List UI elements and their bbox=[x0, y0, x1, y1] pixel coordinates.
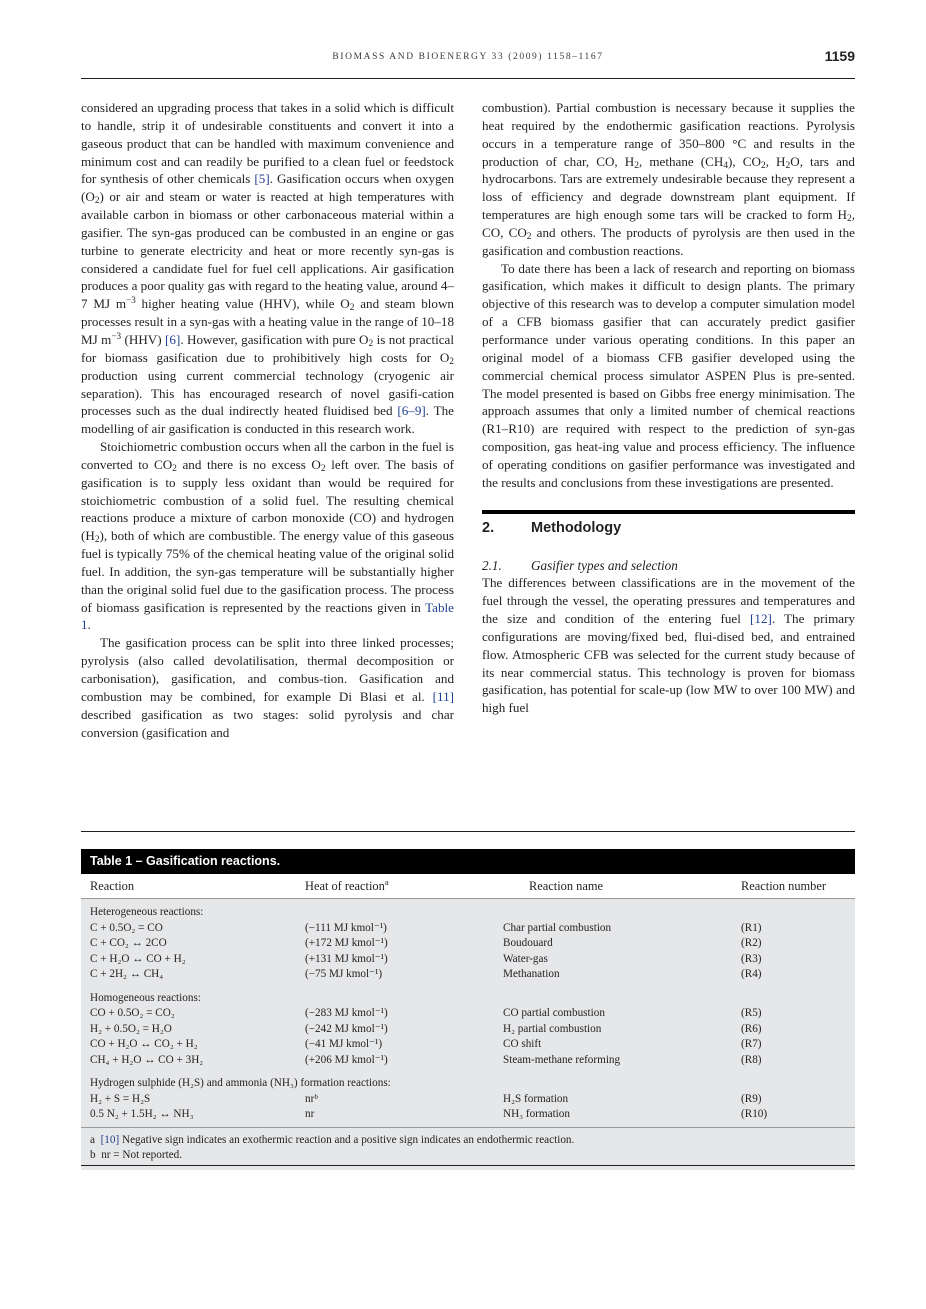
cell-name: CO shift bbox=[503, 1038, 542, 1050]
table-row bbox=[81, 967, 855, 983]
cell-name: H₂S formation bbox=[503, 1092, 569, 1105]
cell-name: CO partial combustion bbox=[503, 1007, 605, 1019]
journal-running-title: BIOMASS AND BIOENERGY 33 (2009) 1158–1167 bbox=[332, 52, 604, 62]
cell-heat: (+172 MJ kmol⁻¹) bbox=[305, 937, 388, 949]
cell-name: Water-gas bbox=[503, 952, 548, 965]
table-row bbox=[81, 1107, 855, 1123]
table-row bbox=[81, 1037, 855, 1053]
section-number: 2. bbox=[482, 519, 495, 536]
citation-link[interactable]: [10] bbox=[100, 1133, 120, 1146]
cell-number: (R2) bbox=[741, 937, 762, 949]
section-rule bbox=[482, 510, 855, 514]
table-row bbox=[81, 921, 855, 937]
cell-reaction: C + H₂O ↔ CO + H₂ bbox=[90, 952, 186, 965]
citation-link[interactable]: [6–9] bbox=[397, 403, 426, 419]
cell-number: (R4) bbox=[741, 968, 762, 980]
section-title: Methodology bbox=[531, 519, 622, 536]
cell-heat: (−242 MJ kmol⁻¹) bbox=[305, 1022, 388, 1035]
cell-heat: (−111 MJ kmol⁻¹) bbox=[305, 921, 387, 934]
cell-number: (R5) bbox=[741, 1007, 762, 1019]
cell-name: Char partial combustion bbox=[503, 921, 612, 934]
table-header-row bbox=[81, 874, 855, 899]
citation-link[interactable]: [6] bbox=[165, 331, 181, 347]
cell-heat: nrᵇ bbox=[305, 1092, 318, 1105]
cell-reaction: C + 2H₂ ↔ CH₄ bbox=[90, 968, 164, 980]
cell-number: (R10) bbox=[741, 1108, 768, 1120]
table-bottom-rule bbox=[81, 1165, 855, 1166]
cell-name: Boudouard bbox=[503, 937, 553, 949]
header-reaction-name: Reaction name bbox=[529, 878, 603, 893]
header-rule bbox=[81, 78, 855, 79]
left-paragraph-3: The gasification process can be split into three linked processes; pyrolysis (also called devolatilisation, thermal decomposition or carbonisation), gasification, and combus-tion. Gasification and combustion may be combined, for example Di Blasi et al. [11] described gasification as two stages: solid pyrolysis and char conversion (gasification and bbox=[81, 635, 454, 740]
cell-reaction: 0.5 N₂ + 1.5H₂ ↔ NH₃ bbox=[90, 1108, 194, 1120]
right-paragraph-3: The differences between classifications are in the movement of the fuel through the vessel, the operating pressures and temperatures and the size and condition of the entering fuel [12]. The primary configurations are moving/fixed bed, flui-dised bed, and entrained flow. Atmospheric CFB was selected for the current study because of its near commercial status. This technology is proven for biomass gasification, has potential for scale-up (low MW to over 100 MW) and high fuel bbox=[482, 575, 855, 716]
cell-name: H₂ partial combustion bbox=[503, 1022, 602, 1035]
cell-reaction: CO + 0.5O₂ = CO₂ bbox=[90, 1007, 175, 1019]
cell-number: (R3) bbox=[741, 952, 762, 965]
header-reaction-number: Reaction number bbox=[741, 878, 826, 893]
header-heat: Heat of reaction$^a$ bbox=[305, 876, 389, 893]
right-column bbox=[482, 99, 855, 717]
group-label: Heterogeneous reactions: bbox=[90, 906, 204, 918]
table-link[interactable]: Table 1 bbox=[81, 599, 454, 633]
footnote-a: a [10] Negative sign indicates an exothermic reaction and a positive sign indicates an endothermic reaction. bbox=[90, 1133, 575, 1146]
left-paragraph-2: Stoichiometric combustion occurs when all the carbon in the fuel is converted to $CO_2$ and there is no excess $O_2$ left over. The basis of gasification is to supply less oxidant than would be required for stoichiometric combustion of a solid fuel. The resulting chemical reactions produce a mixture of carbon monoxide (CO) and hydrogen $(H_2)$, both of which are combustible. The energy value of this gaseous fuel is typically 75% of the chemical heating value of the original solid fuel. In addition, the syn-gas temperature will be substantially higher than the original solid fuel due to the gasification process. The process of biomass gasification is represented by the reactions given in Table 1. bbox=[81, 439, 454, 633]
table-row bbox=[81, 936, 855, 952]
body-rule bbox=[81, 831, 855, 832]
cell-heat: (+131 MJ kmol⁻¹) bbox=[305, 952, 388, 965]
group-label: Hydrogen sulphide (H₂S) and ammonia (NH₃) formation reactions: bbox=[90, 1077, 391, 1089]
table-title: Table 1 – Gasification reactions. bbox=[81, 849, 855, 874]
page-number: 1159 bbox=[824, 48, 855, 64]
reactions-table bbox=[81, 849, 855, 1170]
cell-reaction: CO + H₂O ↔ CO₂ + H₂ bbox=[90, 1038, 198, 1050]
page-header bbox=[81, 48, 855, 70]
cell-heat: nr bbox=[305, 1108, 315, 1120]
table-body bbox=[81, 899, 855, 1127]
table-row bbox=[81, 952, 855, 968]
table-footnotes bbox=[81, 1127, 855, 1170]
left-paragraph-1: considered an upgrading process that takes in a solid which is difficult to handle, strip it of undesirable constituents and convert it into a gaseous product that can be handled with maximum convenience and minimum cost and can readily be purified to a clean fuel or feedstock for synthesis of other chemicals [5]. Gasification occurs when oxygen $(O_2)$ or air and steam or water is reacted at high temperatures with available carbon in biomass or other carbonaceous material within a gasifier. The syn-gas produced can be combusted in an engine or gas turbine to generate electricity and heat or more recently syn-gas is considered a candidate fuel for fuel cell applications. Air gasification produces a poor quality gas with regard to the heating value, around 4–7 MJ $m^{-3}$ higher heating value (HHV), while $O_2$ and steam blown processes result in a syn-gas with a heating value in the range of 10–18 MJ $m^{-3}$ (HHV) [6]. However, gasification with pure $O_2$ is not practical for biomass gasification due to prohibitively high costs for $O_2$ production using current commercial technology (cryogenic air separation). This has encouraged research of novel gasifi-cation processes such as the dual indirectly heated fluidised bed [6–9]. The modelling of air gasification is conducted in this research work. bbox=[81, 100, 454, 437]
right-paragraph-2: To date there has been a lack of research and reporting on biomass gasification, which makes it difficult to design plants. The primary objective of this research was to develop a computer simulation model of a CFB biomass gasifier that can accurately predict gasifier performance under various operating conditions. In this paper an original model of a biomass CFB gasifier developed using the commercial chemical process simulator ASPEN Plus is pre-sented. The model presented is based on Gibbs free energy minimisation. The approach assumes that only a limited number of chemical reactions (R1–R10) are required with respect to the prediction of syn-gas composition, gas heat-ing value and process efficiency. The influence of operating conditions on gasifier performance was investigated and the results and conclusions from these investigations are presented. bbox=[482, 260, 855, 490]
cell-number: (R6) bbox=[741, 1022, 762, 1035]
cell-number: (R9) bbox=[741, 1092, 762, 1105]
section-heading bbox=[482, 520, 855, 542]
table-row bbox=[81, 1053, 855, 1069]
citation-link[interactable]: [5] bbox=[254, 171, 270, 187]
cell-heat: (−75 MJ kmol⁻¹) bbox=[305, 968, 383, 980]
right-paragraph-1: combustion). Partial combustion is necessary because it supplies the heat required by the endothermic gasification reactions. Pyrolysis occurs in a temperature range of 350–800 °C and results in the production of char, CO, $H_2$, methane $(CH_4)$, $CO_2$, $H_2O$, tars and hydrocarbons. Tars are extremely undesirable because they represent a loss of efficiency and degrade downstream plant equipment. If temperatures are high enough some tars will be cracked to form $H_2$, CO, $CO_2$ and others. The products of pyrolysis are then used in the gasification and combustion reactions. bbox=[482, 100, 855, 258]
table-row bbox=[81, 1006, 855, 1022]
cell-heat: (−283 MJ kmol⁻¹) bbox=[305, 1007, 388, 1019]
cell-name: NH₃ formation bbox=[503, 1108, 570, 1120]
cell-number: (R1) bbox=[741, 921, 762, 934]
cell-reaction: H₂ + 0.5O₂ = H₂O bbox=[90, 1022, 172, 1035]
subsection-heading bbox=[482, 557, 855, 575]
table-row bbox=[81, 1092, 855, 1108]
subsection-number: 2.1. bbox=[482, 557, 502, 573]
cell-reaction: C + 0.5O₂ = CO bbox=[90, 921, 163, 934]
header-reaction: Reaction bbox=[90, 878, 135, 893]
cell-heat: (−41 MJ kmol⁻¹) bbox=[305, 1038, 383, 1050]
footnote-b: b nr = Not reported. bbox=[90, 1149, 183, 1161]
citation-link[interactable]: [12] bbox=[750, 611, 772, 627]
cell-name: Methanation bbox=[503, 968, 560, 980]
cell-reaction: CH₄ + H₂O ↔ CO + 3H₂ bbox=[90, 1053, 204, 1066]
left-column bbox=[81, 99, 454, 741]
group-label: Homogeneous reactions: bbox=[90, 991, 201, 1004]
citation-link[interactable]: [11] bbox=[432, 688, 454, 704]
cell-reaction: C + CO₂ ↔ 2CO bbox=[90, 937, 167, 949]
cell-name: Steam-methane reforming bbox=[503, 1053, 621, 1066]
cell-number: (R7) bbox=[741, 1038, 762, 1050]
cell-number: (R8) bbox=[741, 1053, 762, 1066]
cell-reaction: H₂ + S = H₂S bbox=[90, 1092, 151, 1105]
subsection-title: Gasifier types and selection bbox=[531, 557, 678, 573]
cell-heat: (+206 MJ kmol⁻¹) bbox=[305, 1053, 388, 1066]
table-row bbox=[81, 1022, 855, 1038]
